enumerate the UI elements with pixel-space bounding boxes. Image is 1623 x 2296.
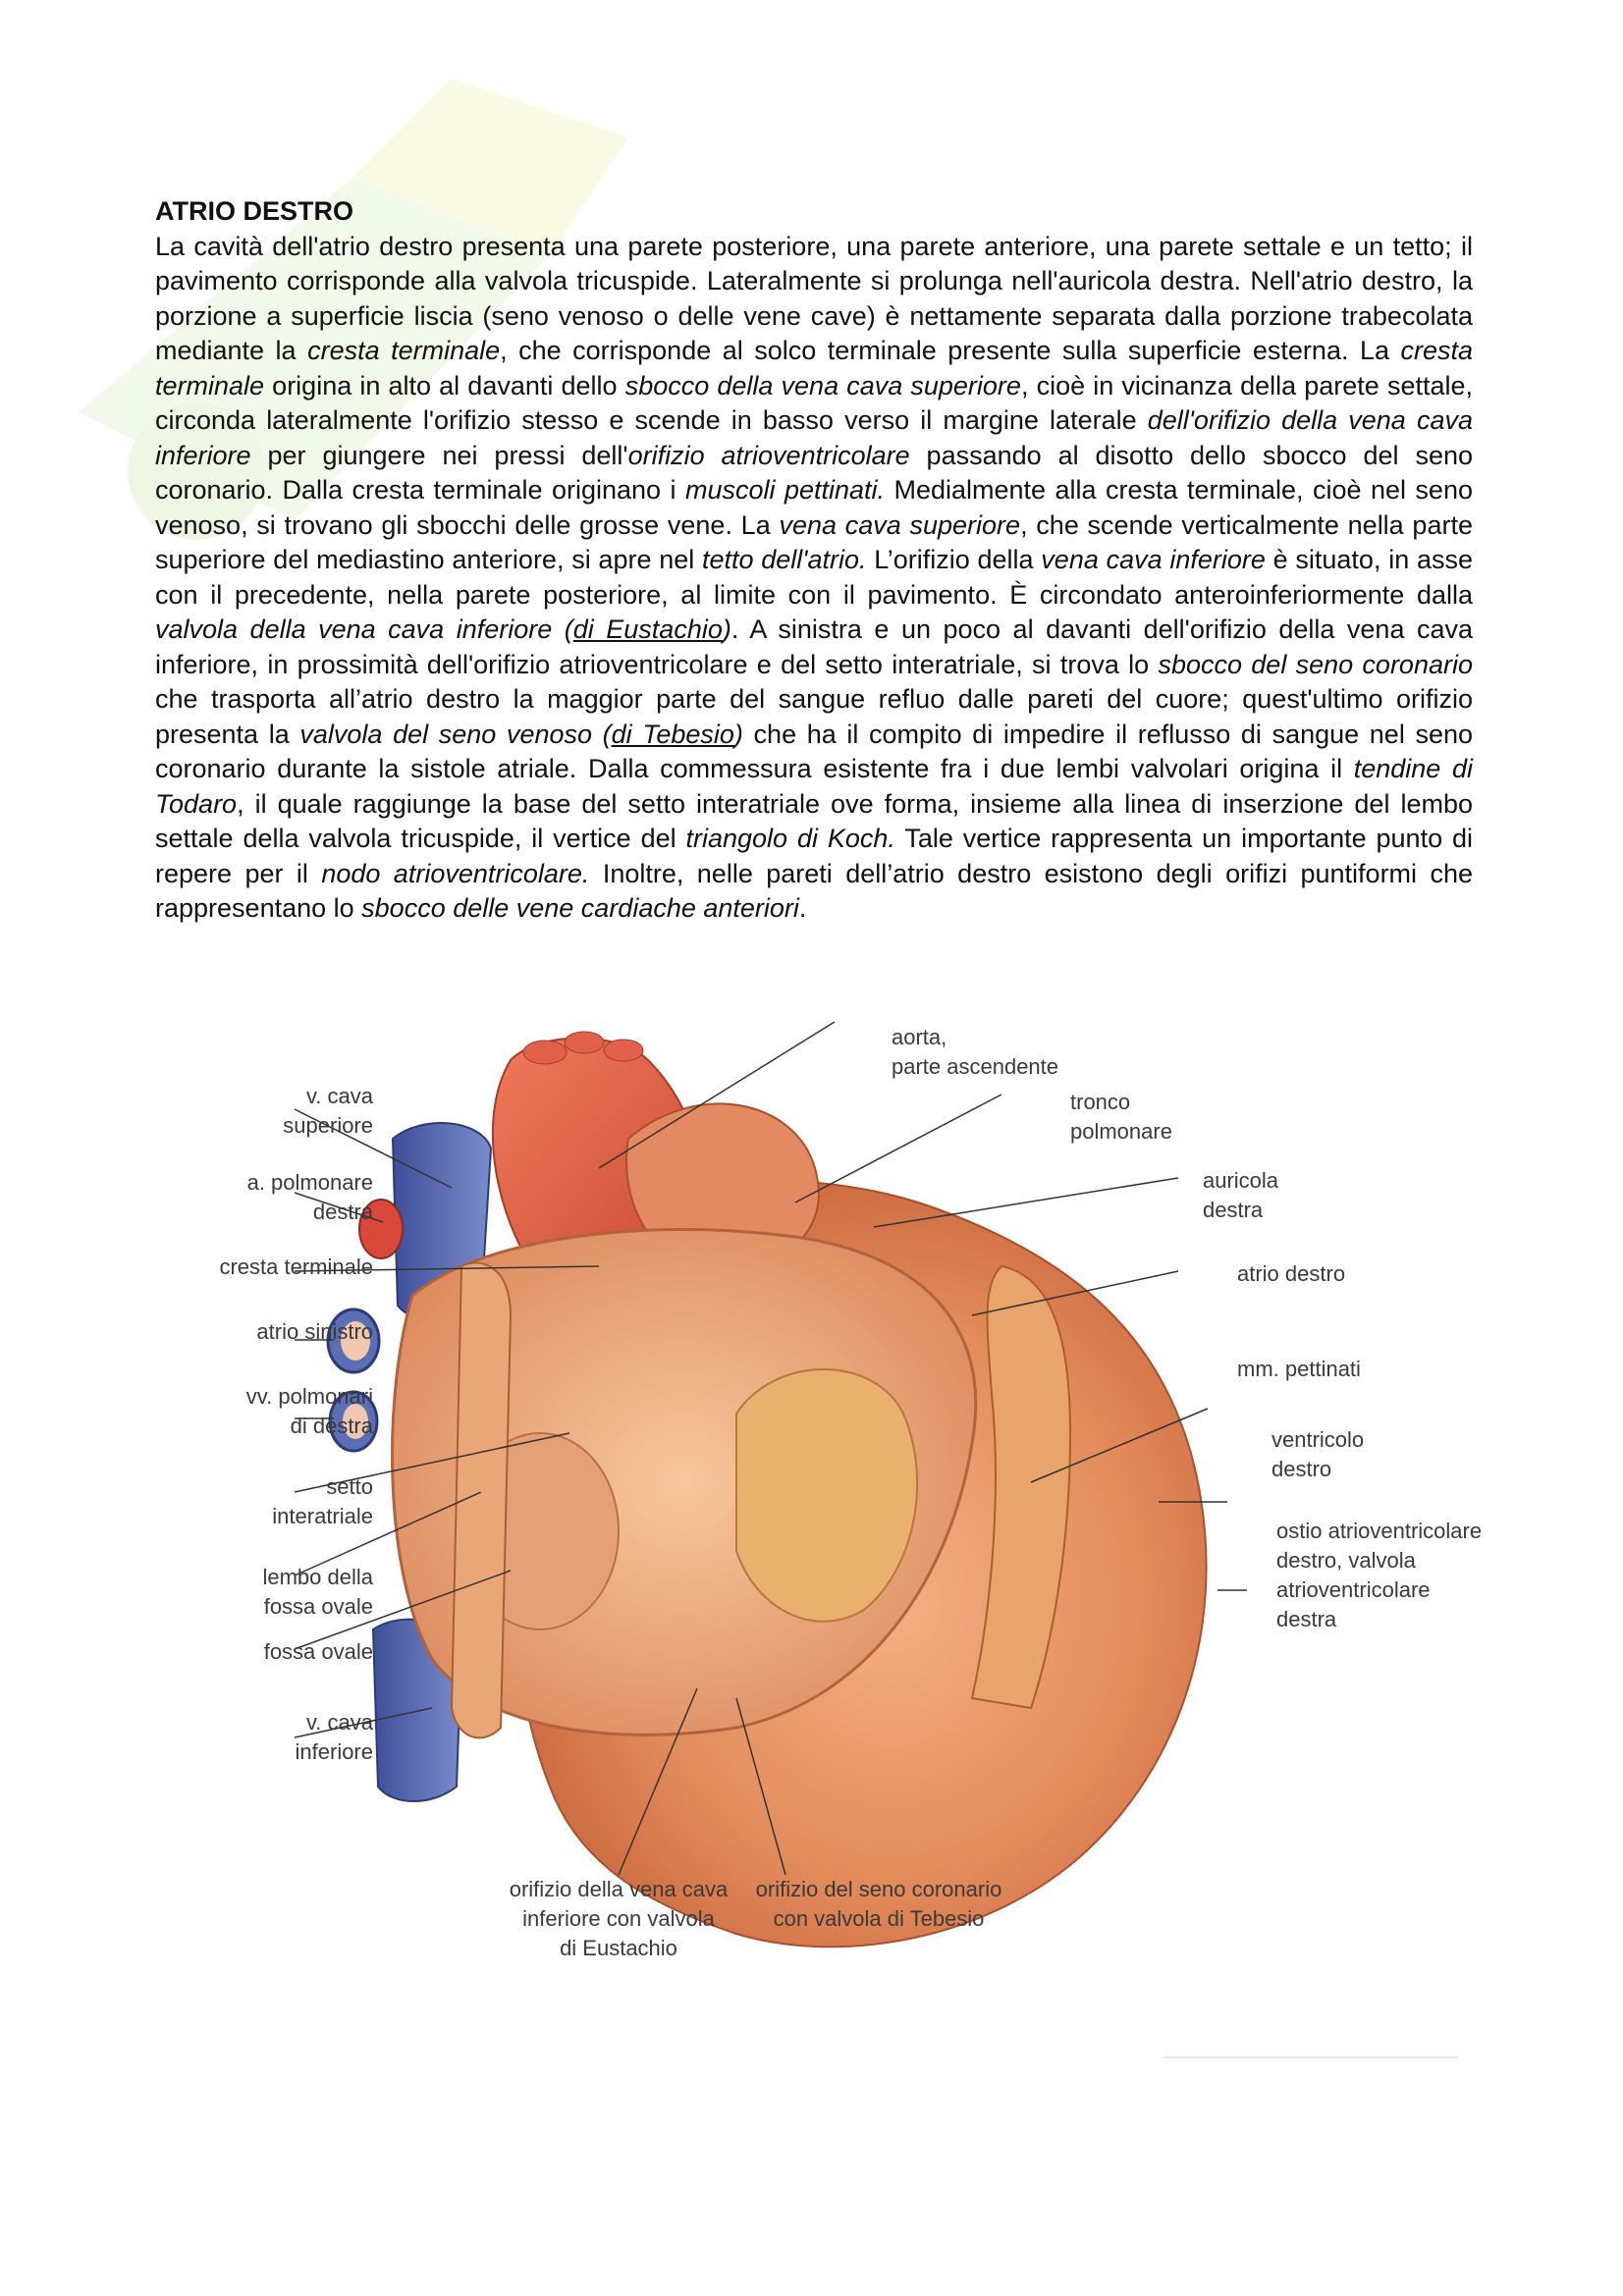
- label-aorta: aorta, parte ascendente: [892, 1025, 1059, 1079]
- label-vena-cava-inferiore: v. cava inferiore: [295, 1710, 373, 1764]
- label-cresta-terminale: cresta terminale: [219, 1255, 373, 1279]
- label-atrio-destro: atrio destro: [1237, 1261, 1346, 1286]
- label-arteria-polmonare: a. polmonare destra: [246, 1170, 373, 1224]
- label-vena-cava-superiore: v. cava superiore: [283, 1084, 373, 1138]
- main-paragraph: La cavità dell'atrio destro presenta una parete posteriore, una parete anteriore, una parete settale e un tetto; il pavimento corrisponde alla valvola tricuspide. Lateralmente si prolunga nell'auricola destra. Nell'atrio destro, la porzione a superficie liscia (seno venoso o delle vene cave) è nettamente separata dalla porzione trabecolata mediante la cresta terminale, che corrisponde al solco terminale presente sulla superficie esterna. La cresta terminale origina in alto al davanti dello sbocco della vena cava superiore, cioè in vicinanza della parete settale, circonda lateralmente l'orifizio stesso e scende in basso verso il margine laterale dell'orifizio della vena cava inferiore per giungere nei pressi dell'orifizio atrioventricolare passando al disotto dello sbocco del seno coronario. Dalla cresta terminale originano i muscoli pettinati. Medialmente alla cresta terminale, cioè nel seno venoso, si trovano gli sbocchi delle grosse vene. La vena cava superiore, che scende verticalmente nella parte superiore del mediastino anteriore, si apre nel tetto dell'atrio. L’orifizio della vena cava inferiore è situato, in asse con il precedente, nella parete posteriore, al limite con il pavimento. È circondato anteroinferiormente dalla valvola della vena cava inferiore (di Eustachio). A sinistra e un poco al davanti dell'orifizio della vena cava inferiore, in prossimità dell'orifizio atrioventricolare e del setto interatriale, si trova lo sbocco del seno coronario che trasporta all’atrio destro la maggior parte del sangue refluo dalle pareti del cuore; quest'ultimo orifizio presenta la valvola del seno venoso (di Tebesio) che ha il compito di impedire il reflusso di sangue nel seno coronario durante la sistole atriale. Dalla commessura esistente fra i due lembi valvolari origina il tendine di Todaro, il quale raggiunge la base del setto interatriale ove forma, insieme alla linea di inserzione del lembo settale della valvola tricuspide, il vertice del triangolo di Koch. Tale vertice rappresenta un importante punto di repere per il nodo atrioventricolare. Inoltre, nelle pareti dell’atrio destro esistono degli orifizi puntiformi che rappresentano lo sbocco delle vene cardiache anteriori.: [155, 231, 1474, 923]
- label-vene-polmonari: vv. polmonari di destra: [245, 1384, 373, 1438]
- label-orifizio-vena-cava-inferiore: orifizio della vena cava inferiore con valvola di Eustachio: [509, 1877, 729, 1960]
- label-atrio-sinistro: atrio sinistro: [256, 1319, 373, 1344]
- label-auricola-destra: auricola destra: [1203, 1168, 1279, 1222]
- heart-illustration: [187, 1021, 1502, 2081]
- footer-rule: [1163, 2056, 1458, 2058]
- label-ventricolo-destro: ventricolo destro: [1271, 1427, 1365, 1481]
- label-setto-interatriale: setto interatriale: [272, 1474, 373, 1528]
- label-ostio-atrioventricolare: ostio atrioventricolare destro, valvola atrioventricolare destra: [1276, 1519, 1483, 1631]
- label-lembo-fossa-ovale: lembo della fossa ovale: [262, 1565, 373, 1619]
- label-muscoli-pettinati: mm. pettinati: [1237, 1357, 1361, 1381]
- section-heading: ATRIO DESTRO: [155, 196, 353, 226]
- label-tronco-polmonare: tronco polmonare: [1070, 1090, 1172, 1144]
- label-orifizio-seno-coronario: orifizio del seno coronario con valvola di Tebesio: [755, 1877, 1002, 1931]
- label-fossa-ovale: fossa ovale: [263, 1639, 373, 1664]
- document-body: [155, 194, 1473, 927]
